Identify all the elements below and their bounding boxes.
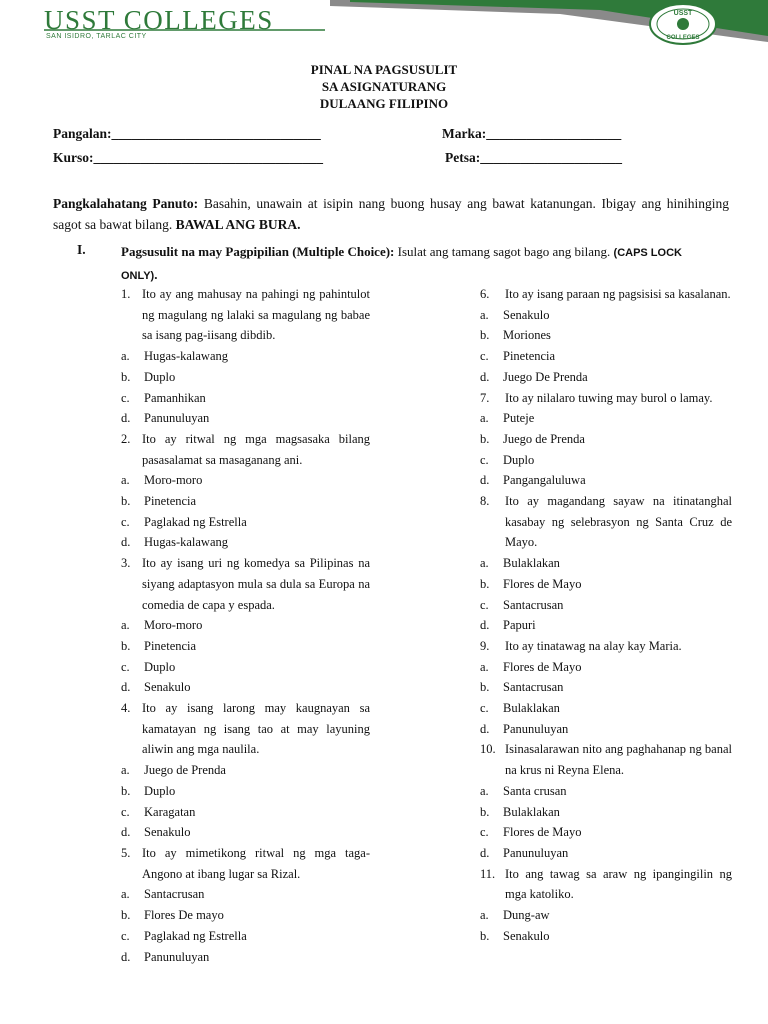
option-letter: a. (480, 556, 489, 571)
seal-top-text: USST (673, 10, 693, 17)
section-number: I. (77, 242, 86, 257)
option-letter: b. (121, 369, 131, 384)
answer-option (121, 388, 370, 409)
school-seal-icon (648, 2, 718, 46)
option-text: Senakulo (503, 928, 550, 943)
question-text: Ito ay isang uri ng komedya sa Pilipinas na siyang adaptasyon mula sa dula sa Europa na comedia de capa y espada. (142, 556, 370, 612)
option-letter: d. (121, 680, 131, 695)
option-letter: b. (480, 431, 490, 446)
option-letter: c. (480, 825, 489, 840)
option-text: Moriones (503, 328, 551, 343)
option-text: Flores de Mayo (503, 825, 582, 840)
question-9 (480, 636, 732, 657)
option-letter: b. (480, 928, 490, 943)
option-letter: a. (121, 763, 130, 778)
answer-option (121, 781, 370, 802)
option-text: Juego De Prenda (503, 369, 588, 384)
option-text: Flores de Mayo (503, 576, 582, 591)
option-text: Bulaklakan (503, 701, 560, 716)
answer-option (480, 325, 732, 346)
answer-option (480, 470, 732, 491)
question-text: Ito ay isang paraan ng pagsisisi sa kasalanan. (505, 287, 731, 301)
option-letter: a. (480, 307, 489, 322)
option-letter: d. (121, 825, 131, 840)
option-letter: b. (480, 328, 490, 343)
question-text: Isinasalarawan nito ang paghahanap ng banal na krus ni Reyna Elena. (505, 742, 732, 778)
answer-option (480, 615, 732, 636)
answer-option (121, 905, 370, 926)
option-text: Flores de Mayo (503, 659, 582, 674)
option-letter: c. (121, 390, 130, 405)
question-number: 1. (121, 287, 131, 301)
option-letter: d. (480, 845, 490, 860)
option-letter: a. (121, 349, 130, 364)
option-text: Panunuluyan (503, 845, 569, 860)
answer-option (480, 595, 732, 616)
option-letter: a. (480, 783, 489, 798)
option-letter: b. (121, 908, 131, 923)
option-letter: c. (121, 804, 130, 819)
option-text: Dung-aw (503, 908, 550, 923)
answer-option (480, 905, 732, 926)
general-instructions (53, 193, 729, 235)
question-text: Ito ay ang mahusay na pahingi ng pahintulot ng magulang ng lalaki sa magulang ng babae sa isang pag-iisang dibdib. (142, 287, 370, 343)
section-end: . (154, 267, 158, 282)
question-number: 3. (121, 556, 131, 571)
instructions-label: Pangkalahatang Panuto: (53, 196, 199, 211)
answer-option (121, 677, 370, 698)
option-text: Senakulo (503, 307, 550, 322)
option-text: Duplo (144, 369, 176, 384)
option-text: Duplo (503, 452, 535, 467)
question-number: 8. (480, 494, 490, 509)
option-text: Karagatan (144, 804, 196, 819)
exam-title-line1: PINAL NA PAGSUSULIT (310, 62, 458, 77)
left-question-column (121, 284, 370, 967)
exam-title-line2: SA ASIGNATURANG (321, 79, 447, 94)
option-letter: c. (121, 659, 130, 674)
answer-option (121, 470, 370, 491)
question-text: Ito ay nilalaro tuwing may burol o lamay. (505, 390, 713, 405)
answer-option (121, 491, 370, 512)
option-text: Senakulo (144, 825, 191, 840)
option-letter: b. (480, 680, 490, 695)
answer-option (121, 532, 370, 553)
answer-option (480, 926, 732, 947)
option-text: Moro-moro (144, 473, 203, 488)
section-instruction: Isulat ang tamang sagot bago ang bilang. (394, 244, 614, 259)
option-letter: d. (480, 369, 490, 384)
question-3 (121, 553, 370, 615)
question-number: 7. (480, 390, 490, 405)
question-number: 11. (480, 866, 496, 881)
option-letter: c. (480, 452, 489, 467)
answer-option (121, 947, 370, 968)
option-letter: a. (480, 659, 489, 674)
answer-option (480, 367, 732, 388)
answer-option (121, 802, 370, 823)
option-letter: b. (480, 576, 490, 591)
option-letter: a. (121, 618, 130, 633)
answer-option (480, 657, 732, 678)
school-address: SAN ISIDRO, TARLAC CITY (46, 33, 147, 40)
answer-option (480, 781, 732, 802)
option-text: Pinetencia (144, 638, 197, 653)
question-5 (121, 843, 370, 884)
caps-lock-note: (CAPS LOCK ONLY) (121, 247, 682, 282)
answer-option (121, 408, 370, 429)
question-number: 9. (480, 638, 490, 653)
score-field[interactable]: Marka:____________________ (442, 126, 622, 141)
option-text: Panunuluyan (144, 411, 210, 426)
option-letter: b. (121, 783, 131, 798)
option-text: Pinetencia (503, 349, 556, 364)
page-header (0, 0, 768, 48)
option-text: Bulaklakan (503, 556, 560, 571)
question-number: 4. (121, 701, 131, 716)
question-7 (480, 388, 732, 409)
option-letter: d. (121, 411, 131, 426)
option-text: Juego de Prenda (144, 763, 226, 778)
question-text: Ito ay mimetikong ritwal ng mga taga-Angono at ibang lugar sa Rizal. (142, 845, 370, 881)
question-text: Ito ay tinatawag na alay kay Maria. (505, 638, 682, 653)
option-letter: c. (480, 597, 489, 612)
option-letter: b. (121, 638, 131, 653)
answer-option (480, 305, 732, 326)
option-letter: a. (121, 887, 130, 902)
option-text: Panunuluyan (503, 721, 569, 736)
option-text: Puteje (503, 411, 535, 426)
option-letter: d. (121, 535, 131, 550)
option-letter: c. (121, 514, 130, 529)
option-letter: d. (480, 473, 490, 488)
answer-option (480, 698, 732, 719)
answer-option (121, 615, 370, 636)
answer-option (121, 926, 370, 947)
option-letter: d. (480, 721, 490, 736)
option-text: Panunuluyan (144, 949, 210, 964)
question-11 (480, 864, 732, 905)
question-text: Ito ay isang larong may kaugnayan sa kamatayan ng isang tao at may layuning aliwin ang mga naulila. (142, 701, 370, 757)
option-text: Juego de Prenda (503, 431, 585, 446)
instructions-warning: BAWAL ANG BURA. (175, 217, 301, 232)
option-letter: d. (480, 618, 490, 633)
option-text: Duplo (144, 659, 176, 674)
answer-option (121, 760, 370, 781)
question-number: 2. (121, 431, 131, 446)
option-letter: a. (480, 908, 489, 923)
answer-option (480, 429, 732, 450)
section-heading (121, 241, 721, 287)
answer-option (480, 346, 732, 367)
answer-option (480, 450, 732, 471)
answer-option (121, 822, 370, 843)
answer-option (121, 884, 370, 905)
seal-bottom-text: COLLEGES (666, 35, 700, 41)
option-text: Pangangaluluwa (503, 473, 586, 488)
question-text: Ito ang tawag sa araw ng ipangingilin ng mga katoliko. (505, 866, 732, 902)
answer-option (480, 553, 732, 574)
question-text: Ito ay magandang sayaw na itinatanghal kasabay ng selebrasyon ng Santa Cruz de Mayo. (505, 494, 732, 550)
option-text: Santacrusan (144, 887, 205, 902)
course-field[interactable]: Kurso:__________________________________ (53, 150, 323, 165)
date-field[interactable]: Petsa:_____________________ (445, 150, 622, 165)
question-number: 6. (480, 287, 490, 301)
right-question-column (480, 284, 732, 947)
option-letter: c. (480, 349, 489, 364)
option-text: Bulaklakan (503, 804, 560, 819)
question-number: 10. (480, 742, 496, 757)
question-10 (480, 739, 732, 780)
option-letter: b. (480, 804, 490, 819)
option-text: Pinetencia (144, 494, 197, 509)
answer-option (480, 677, 732, 698)
option-text: Pamanhikan (144, 390, 206, 405)
option-letter: b. (121, 494, 131, 509)
option-letter: d. (121, 949, 131, 964)
answer-option (121, 346, 370, 367)
option-letter: a. (121, 473, 130, 488)
answer-option (480, 719, 732, 740)
option-letter: c. (121, 928, 130, 943)
option-text: Senakulo (144, 680, 191, 695)
option-text: Flores De mayo (144, 908, 224, 923)
exam-title-line3: DULAANG FILIPINO (319, 96, 449, 111)
question-text: Ito ay ritwal ng mga magsasaka bilang pasasalamat sa masaganang ani. (142, 431, 370, 467)
question-8 (480, 491, 732, 553)
school-logo-text: USST COLLEGES (44, 5, 274, 35)
answer-option (480, 843, 732, 864)
answer-option (121, 367, 370, 388)
answer-option (480, 802, 732, 823)
section-title: Pagsusulit na may Pagpipilian (Multiple Choice): (121, 244, 395, 259)
instructions-text: Basahin, unawain at isipin nang buong husay ang bawat katanungan. Ibigay ang hinihinging sagot sa bawat bilang. (53, 196, 730, 232)
answer-option (480, 574, 732, 595)
option-text: Paglakad ng Estrella (144, 928, 247, 943)
option-text: Hugas-kalawang (144, 535, 228, 550)
option-text: Santacrusan (503, 597, 564, 612)
answer-option (121, 636, 370, 657)
answer-option (480, 822, 732, 843)
name-field[interactable]: Pangalan:_______________________________ (53, 126, 321, 141)
answer-option (121, 512, 370, 533)
option-text: Santacrusan (503, 680, 564, 695)
answer-option (121, 657, 370, 678)
answer-option (480, 408, 732, 429)
option-text: Santa crusan (503, 783, 567, 798)
question-6 (480, 284, 732, 305)
option-letter: c. (480, 701, 489, 716)
option-text: Duplo (144, 783, 176, 798)
option-text: Moro-moro (144, 618, 203, 633)
option-text: Paglakad ng Estrella (144, 514, 247, 529)
question-4 (121, 698, 370, 760)
option-text: Hugas-kalawang (144, 349, 228, 364)
question-1 (121, 284, 370, 346)
option-text: Papuri (503, 618, 536, 633)
question-number: 5. (121, 845, 131, 860)
question-2 (121, 429, 370, 470)
option-letter: a. (480, 411, 489, 426)
